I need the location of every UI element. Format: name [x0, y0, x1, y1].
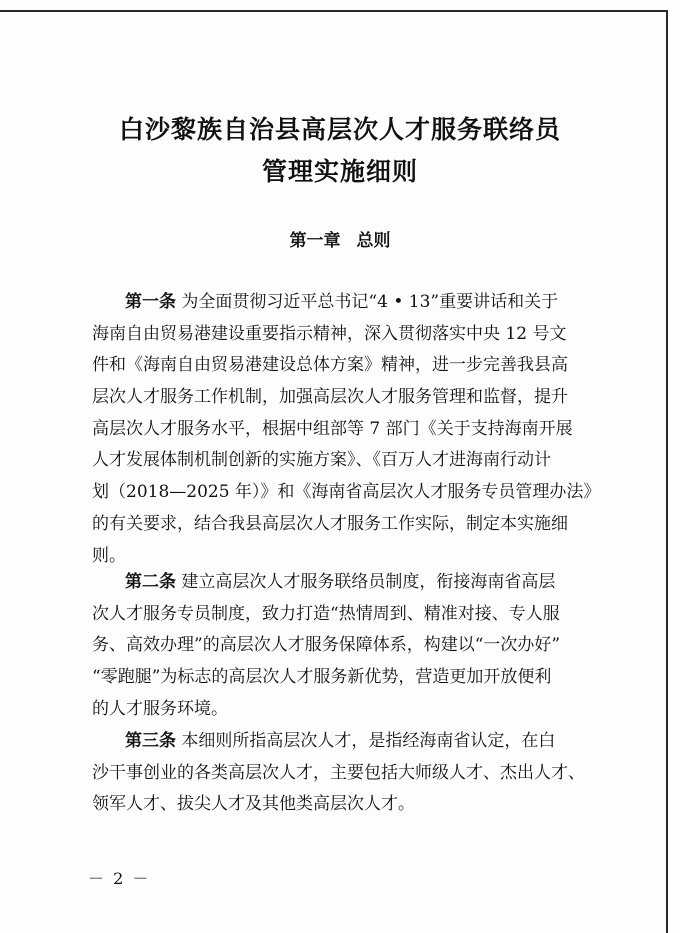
document-title-line-2: 管理实施细则: [261, 157, 418, 186]
article-line: 则。: [92, 545, 126, 566]
article-line: 务、高效办理”的高层次人才服务保障体系，构建以“一次办好”: [92, 635, 561, 656]
article-line: 沙干事创业的各类高层次人才，主要包括大师级人才、杰出人才、: [92, 762, 585, 783]
article-line: 划（2018—2025 年）》和《海南省高层次人才服务专员管理办法》: [92, 482, 601, 503]
article-line: 件和《海南自由贸易港建设总体方案》精神，进一步完善我县高: [92, 355, 568, 376]
chapter-number: 第一章: [289, 231, 341, 251]
article-2: [92, 567, 604, 725]
article-line: 次人才服务专员制度，致力打造“热情周到、精准对接、专人服: [92, 603, 560, 624]
page-border-right: [666, 10, 668, 933]
article-line: “零跑腿”为标志的高层次人才服务新优势，营造更加开放便利: [92, 667, 552, 688]
page-number: － 2 －: [88, 869, 151, 888]
article-3: [92, 726, 604, 821]
article-line: 的有关要求，结合我县高层次人才服务工作实际，制定本实施细: [92, 513, 568, 534]
article-label: 第二条: [125, 572, 176, 592]
article-line: 层次人才服务工作机制，加强高层次人才服务管理和监督，提升: [92, 387, 568, 408]
article-line: 高层次人才服务水平，根据中组部等 7 部门《关于支持海南开展: [92, 418, 573, 439]
article-label: 第三条: [125, 731, 176, 751]
chapter-heading: [60, 229, 620, 253]
article-label: 第一条: [125, 292, 176, 312]
article-line: 领军人才、拔尖人才及其他类高层次人才。: [92, 794, 415, 815]
article-text: 为全面贯彻习近平总书记“4 • 13”重要讲话和关于: [181, 292, 559, 312]
article-line: 的人才服务环境。: [92, 698, 228, 719]
article-line: 海南自由贸易港建设重要指示精神，深入贯彻落实中央 12 号文: [92, 323, 567, 344]
article-1: [92, 287, 604, 572]
article-text: 建立高层次人才服务联络员制度，衔接海南省高层: [181, 572, 556, 592]
article-line: [92, 567, 604, 599]
article-line: [92, 287, 604, 319]
article-text: 本细则所指高层次人才，是指经海南省认定，在白: [181, 731, 556, 751]
chapter-name: 总则: [356, 231, 391, 251]
article-line: [92, 726, 604, 758]
article-line: 人才发展体制机制创新的实施方案》、《百万人才进海南行动计: [92, 450, 551, 471]
document-title-line-1: 白沙黎族自治县高层次人才服务联络员: [118, 115, 561, 144]
page-border-top: [0, 10, 668, 12]
